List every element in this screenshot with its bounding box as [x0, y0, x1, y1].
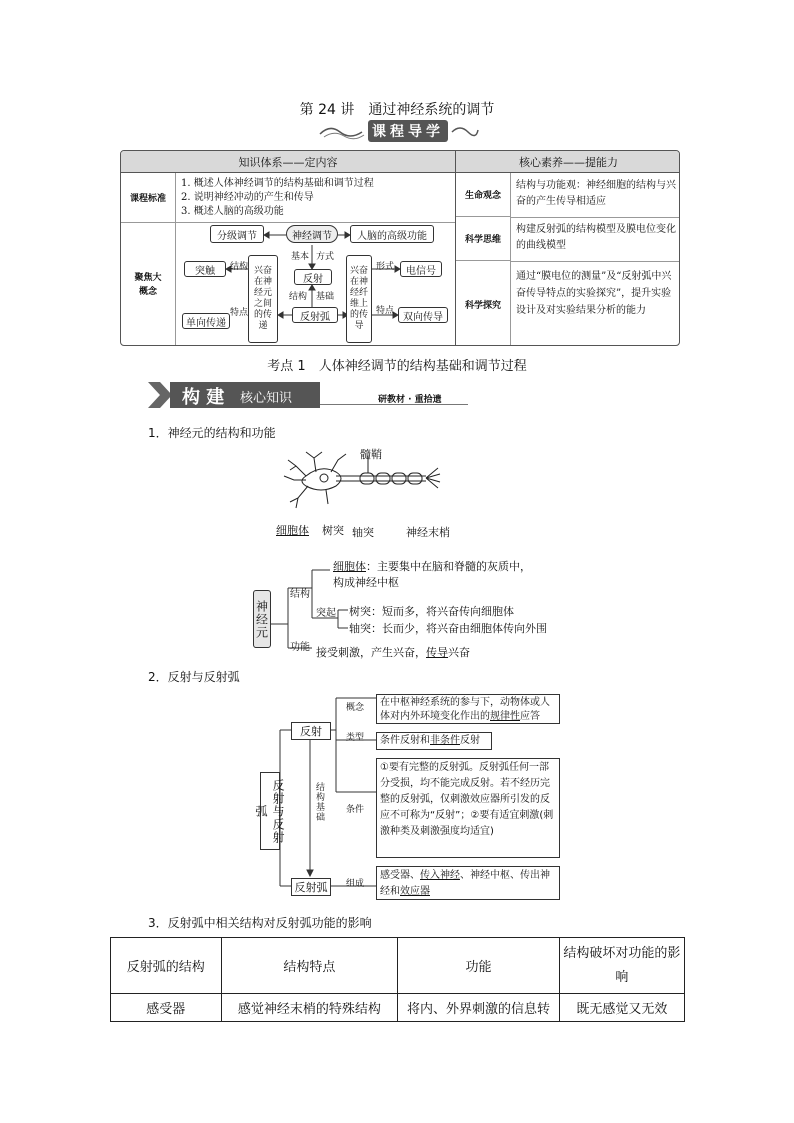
- node-fanshe: 反射: [294, 269, 332, 285]
- label-jiegou: 结构: [289, 292, 308, 302]
- gainian-text-c: 应答: [520, 711, 540, 722]
- node-gaoji: 人脑的高级功能: [350, 225, 434, 243]
- node-fanshehu: 反射弧: [292, 307, 338, 323]
- zhoutu-def: 轴突：长而少，将兴奋由细胞体传向外围: [349, 622, 547, 635]
- xibaoti-def-term: 细胞体: [333, 560, 366, 573]
- literacy-label: 科学探究: [456, 261, 511, 346]
- zucheng-text-a: 感受器、: [380, 870, 420, 881]
- s1-heading: 1．神经元的结构和功能: [148, 426, 276, 440]
- function-def: [316, 644, 470, 660]
- table-cell: 将内、外界刺激的信息转: [398, 994, 560, 1022]
- standard-label: 课程标准: [121, 173, 176, 223]
- concept-map: [176, 223, 456, 346]
- table-cell: 感受器: [111, 994, 222, 1022]
- shutu-def: 树突：短而多，将兴奋传向细胞体: [349, 605, 514, 618]
- function-def-b: 传导: [426, 646, 448, 659]
- banner-ornament-left: [318, 122, 368, 142]
- gainian-text-b: 规律性: [490, 711, 520, 722]
- table-row: [111, 994, 685, 1022]
- label-zhoutu: 轴突: [352, 526, 374, 539]
- section-banner-right: 研教材 · 重拾遗: [378, 395, 442, 405]
- tiaojian-box: ①要有完整的反射弧。反射弧任何一部分受损，均不能完成反射。若不经历完整的反射弧，仅刺激效应器所引发的反应不可称为“反射”；②要有适宜刺激(刺激种类及刺激强度均适宜): [376, 758, 560, 858]
- leixing-text-b: 非条件: [430, 735, 460, 746]
- xibaoti-def-text: ：主要集中在脑和脊髓的灰质中，: [366, 560, 531, 573]
- zucheng-box: [376, 866, 560, 900]
- leixing-text-c: 反射: [460, 735, 480, 746]
- literacy-text: 构建反射弧的结构模型及膜电位变化的曲线模型: [516, 224, 676, 251]
- node-fanshehu: 反射弧: [291, 878, 331, 896]
- root-reflex: 反射与反射弧: [260, 772, 280, 850]
- node-dianxinhao: 电信号: [400, 261, 442, 277]
- root-neuron: 神经元: [253, 590, 271, 648]
- map-label: 聚焦大概念: [134, 273, 162, 297]
- label-jiegou: 结构: [290, 589, 310, 600]
- literacy-header: 核心素养——提能力: [456, 151, 680, 173]
- zucheng-text-c: 、神经中枢、传出神经和: [380, 870, 550, 897]
- label-tedian: 特点: [230, 308, 249, 318]
- page-title: 第 24 讲 通过神经系统的调节: [299, 102, 495, 118]
- node-fenji: 分级调节: [210, 225, 264, 243]
- literacy-label: 生命观念: [456, 173, 511, 217]
- knowledge-header: 知识体系——定内容: [121, 151, 456, 173]
- table-header: 结构破坏对功能的影响: [559, 938, 684, 994]
- literacy-text: 通过“膜电位的测量”及“反射弧中兴奋传导特点的实验探究”，提升实验设计及对实验结果分析的能力: [516, 271, 672, 316]
- node-danxiang: 单向传递: [182, 313, 230, 329]
- literacy-label: 科学思维: [456, 217, 511, 261]
- node-fanshe: 反射: [291, 722, 331, 740]
- section-banner-small: 核心知识: [240, 391, 293, 406]
- standards-list: [181, 177, 451, 219]
- label-leixing: 类型: [346, 733, 365, 743]
- literacy-divider: [511, 217, 680, 218]
- node-right-col: [346, 255, 372, 343]
- label-jichu: 基础: [316, 292, 335, 302]
- left-col-text: 兴奋在神经元之间的传递: [253, 266, 272, 331]
- reflex-table: [110, 937, 685, 1022]
- label-jiegoujichu: 结构基础: [314, 782, 324, 822]
- s2-heading: 2．反射与反射弧: [148, 670, 240, 684]
- gainian-text-a: 在中枢神经系统的参与下，动物体或人体对内外环境变化作出的: [380, 697, 550, 722]
- table-header: 结构特点: [221, 938, 398, 994]
- label-tuqi: 突起: [316, 608, 336, 619]
- label-jiben: 基本: [291, 252, 310, 262]
- table-header-row: [111, 938, 685, 994]
- kaodian-title: 考点 1 人体神经调节的结构基础和调节过程: [267, 359, 527, 374]
- label-shutu: 树突: [322, 524, 344, 537]
- zucheng-text-b: 传入神经: [420, 870, 460, 881]
- xibaoti-def2: 构成神经中枢: [333, 576, 399, 589]
- label-xibaoti: 细胞体: [276, 524, 309, 537]
- node-shenjing: 神经调节: [286, 225, 338, 243]
- node-left-col: [248, 255, 278, 343]
- label-tedian2: 特点: [376, 306, 395, 316]
- leixing-text-a: 条件反射和: [380, 735, 430, 746]
- map-label-cell: [121, 223, 176, 346]
- literacy-divider: [511, 261, 680, 262]
- table-header: 功能: [398, 938, 560, 994]
- label-zucheng: 组成: [346, 879, 365, 889]
- neuron-diagram: [276, 446, 476, 546]
- literacy-text: 结构与功能观：神经细胞的结构与兴奋的产生传导相适应: [516, 180, 676, 207]
- standard-item: 3. 概述人脑的高级功能: [181, 206, 284, 217]
- table-cell: 既无感觉又无效: [559, 994, 684, 1022]
- function-def-c: 兴奋: [448, 646, 470, 659]
- course-guide-banner: [318, 120, 478, 144]
- label-fangshi: 方式: [316, 252, 335, 262]
- label-gainian: 概念: [346, 703, 365, 713]
- overview-table: [120, 150, 680, 346]
- section-banner-big: 构 建: [182, 387, 225, 408]
- label-jiegou2: 结构: [230, 262, 249, 272]
- label-mosha: 神经末梢: [406, 526, 450, 539]
- banner-ornament-right: [450, 122, 480, 142]
- label-suiqiao: 髓鞘: [360, 448, 382, 461]
- table-header: 反射弧的结构: [111, 938, 222, 994]
- zucheng-text-d: 效应器: [400, 886, 430, 897]
- banner-text: 课程导学: [368, 120, 448, 142]
- leixing-box: [376, 732, 492, 750]
- function-def-a: 接受刺激，产生兴奋，: [316, 646, 426, 659]
- xibaoti-def: [333, 558, 531, 574]
- right-col-text: 兴奋在神经纤维上的传导: [349, 266, 368, 331]
- label-xingshi: 形式: [376, 262, 395, 272]
- label-gongneng: 功能: [290, 642, 310, 653]
- gainian-box: [376, 694, 560, 724]
- node-shuangxiang: 双向传导: [398, 307, 448, 323]
- table-cell: 感觉神经末梢的特殊结构: [221, 994, 398, 1022]
- section-banner: [148, 382, 468, 408]
- node-tuchu: 突触: [184, 261, 226, 277]
- label-tiaojian: 条件: [346, 805, 365, 815]
- s3-heading: 3．反射弧中相关结构对反射弧功能的影响: [148, 916, 372, 930]
- standard-item: 2. 说明神经冲动的产生和传导: [181, 192, 314, 203]
- standard-item: 1. 概述人体神经调节的结构基础和调节过程: [181, 178, 374, 189]
